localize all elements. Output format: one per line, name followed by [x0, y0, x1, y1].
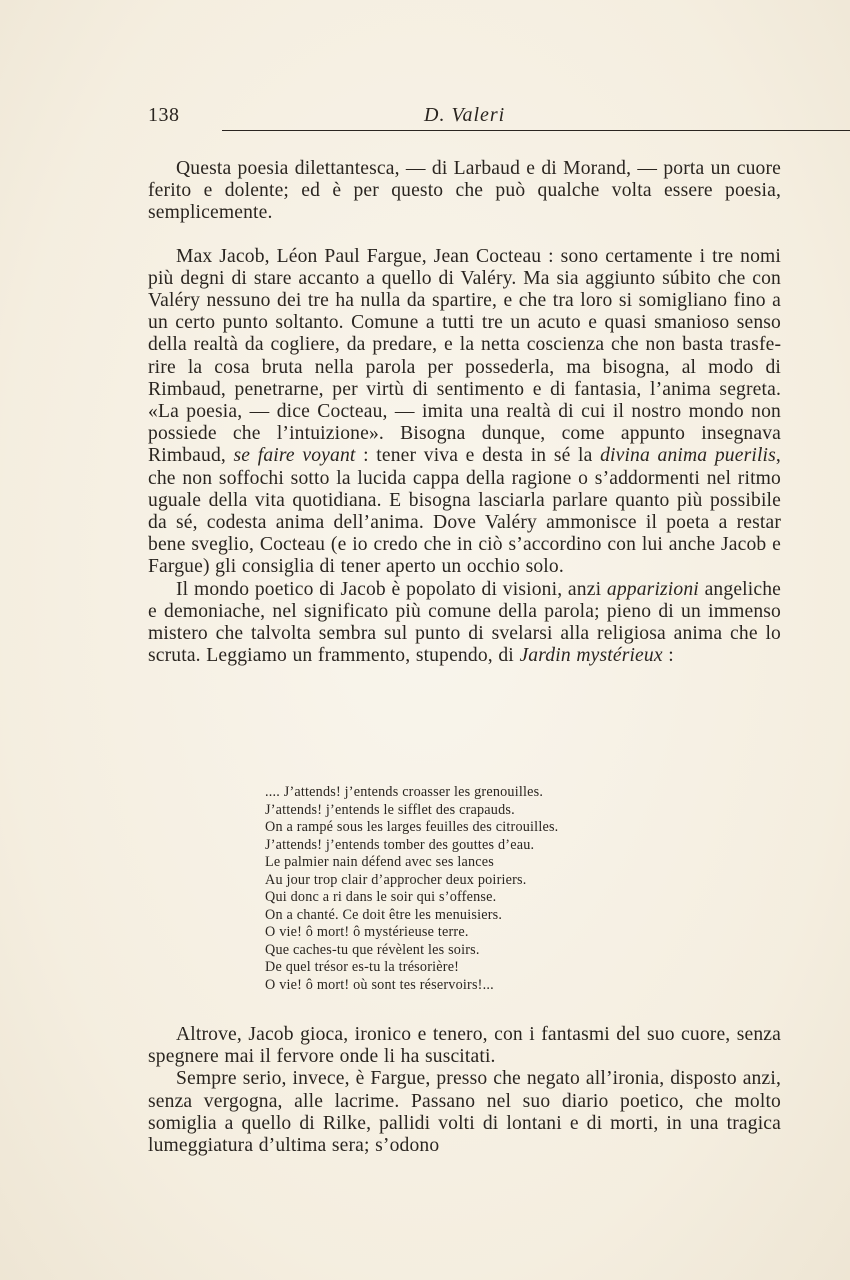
poem-line: J’attends! j’entends tomber des gouttes d’eau. — [265, 836, 535, 853]
poem-line: De quel trésor es-tu la trésorière! — [265, 959, 460, 975]
poem-line: O vie! ô mort! ô mystérieuse terre. — [265, 924, 469, 940]
running-header — [148, 104, 781, 132]
text-segment: , che non soffochi sotto la lucida cappa della ragione o s’addormenti nel ritmo uguale della vita quotidiana. E bisogna lasciarla parlare quanto più possibile da sé, codesta anima dell’anima. Dove Valéry ammonisce il poeta a restar bene sveglio, Cocteau (e io credo che in ciò s’accordino con lui anche Jacob e Fargue) gli consiglia di tener aperto un occhio solo. — [148, 445, 781, 578]
text-segment: Sempre serio, invece, è Fargue, presso che negato all’ironia, disposto anzi, senza vergogna, alle lacrime. Passano nel suo diario poetico, che molto somiglia a quello di Rilke, pallidi volti di lontani e di morti, in una tragica lumeggiatura d’ultima sera; s’odono — [148, 1068, 781, 1157]
poem-line: Au jour trop clair d’approcher deux poiriers. — [265, 871, 527, 888]
poem-line: Le palmier nain défend avec ses lances — [265, 854, 494, 870]
italic-apparizioni: apparizioni — [606, 578, 699, 600]
italic-se-faire-voyant: se faire voyant — [233, 445, 356, 467]
text-segment: Max Jacob, Léon Paul Fargue, Jean Cocteau : sono certamente i tre nomi più degni di stare accanto a quello di Valéry. Ma sia aggiunto súbito che con Valéry nessuno dei tre ha nulla da spartire, e che tra loro si somigliano fino a un certo punto soltanto. Comune a tutti tre un acuto e quasi smanioso senso della realtà da cogliere, da predare, e la netta coscienza che non basta trasferire la cosa bruta nella parola per possederla, ma bisogna, al modo di Rimbaud, penetrarne, per virtù di sentimento e di fantasia, l’anima segreta. «La poesia, — dice Cocteau, — imita una realtà di cui il nostro mondo non possiede che l’intuizione». Bisogna dunque, come appunto insegnava Rimbaud, — [148, 245, 781, 467]
text-segment: Questa poesia dilettantesca, — di Larbaud e di Morand, — porta un cuore ferito e dolente; ed è per questo che può qualche volta essere poesia, semplicemente. — [148, 158, 781, 224]
poem-line: On a rampé sous les larges feuilles des citrouilles. — [265, 819, 559, 835]
italic-jardin-mysterieux: Jardin mystérieux — [519, 645, 663, 667]
header-rule — [222, 130, 850, 131]
poem-quotation — [265, 784, 665, 994]
poem-line: On a chanté. Ce doit être les menuisiers. — [265, 906, 503, 923]
text-segment: : tener viva e desta in sé la — [355, 445, 601, 467]
paragraph-mondo-poetico-jacob — [148, 579, 781, 668]
body-text-bottom — [148, 1024, 781, 1157]
body-text-top — [148, 158, 781, 667]
poem-line: .... J’attends! j’entends croasser les grenouilles. — [265, 784, 544, 800]
poem-line: Que caches-tu que révèlent les soirs. — [265, 941, 480, 958]
text-segment: Il mondo poetico di Jacob è popolato di visioni, anzi — [176, 578, 607, 600]
text-segment: : — [662, 645, 674, 667]
paragraph-altrove-jacob — [148, 1024, 781, 1068]
text-segment: angeliche e demoniache, nel significato più comune della parola; pieno di un immenso mistero che talvolta sembra sul punto di svelarsi alla religiosa anima che lo scruta. Leggiamo un frammento, stupendo, di — [148, 578, 782, 667]
running-title: D. Valeri — [424, 104, 506, 126]
italic-divina-anima-puerilis: divina anima puerilis — [600, 445, 776, 467]
text-segment: Altrove, Jacob gioca, ironico e tenero, con i fantasmi del suo cuore, senza spegnere mai il fervore onde li ha suscitati. — [148, 1024, 781, 1068]
paragraph-larbaud-morand — [148, 158, 781, 225]
poem-line: O vie! ô mort! où sont tes réservoirs!... — [265, 976, 494, 993]
page-number: 138 — [148, 104, 180, 126]
poem-line: J’attends! j’entends le sifflet des crapauds. — [265, 801, 515, 818]
paragraph-sempre-serio-fargue — [148, 1068, 781, 1157]
poem-line: Qui donc a ri dans le soir qui s’offense. — [265, 889, 497, 905]
paragraph-jacob-fargue-cocteau — [148, 246, 781, 579]
